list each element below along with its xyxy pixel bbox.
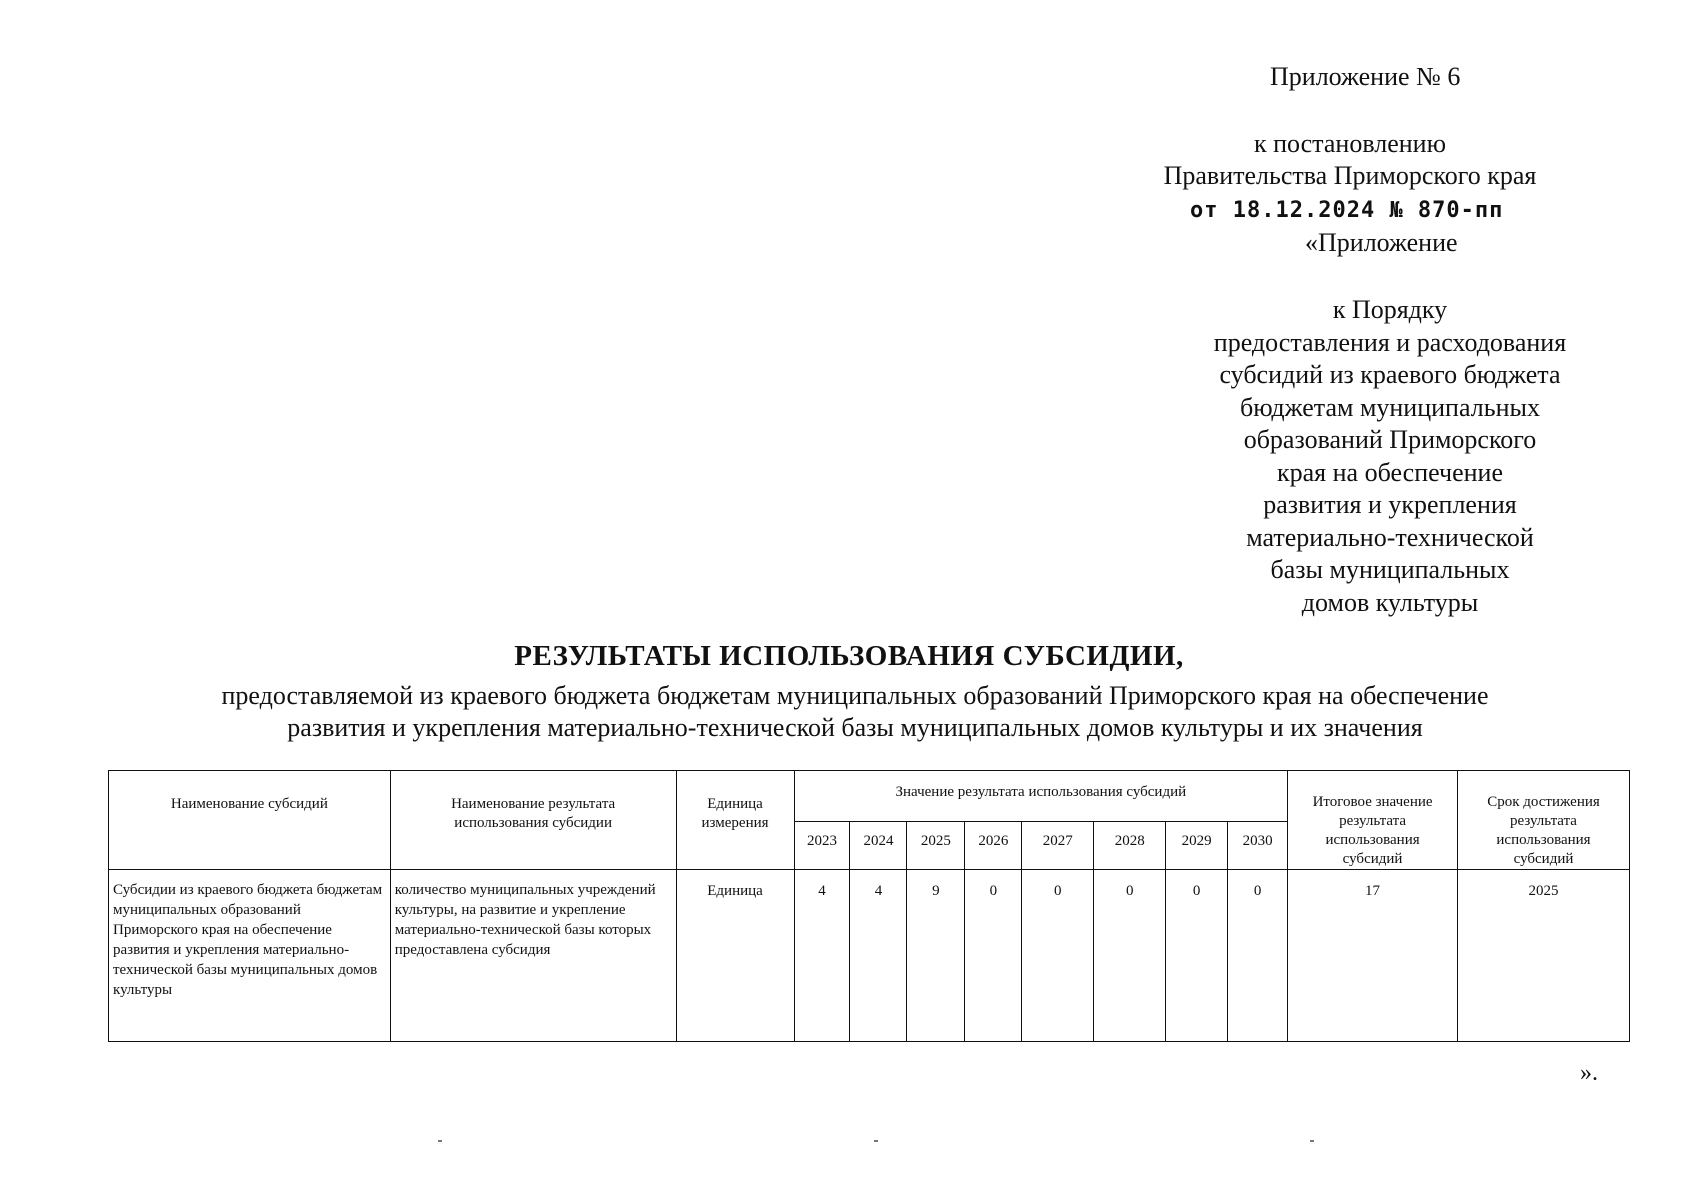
year-header <box>965 821 1022 869</box>
header-result-name-text: Наименование результата использования субсидии <box>451 796 616 831</box>
decree-date-stamp: от 18.12.2024 № 870-пп <box>1190 198 1504 223</box>
cell-value-text: 4 <box>874 883 883 899</box>
cell-value-text: 0 <box>1125 883 1134 899</box>
document-subtitle <box>100 680 1610 744</box>
year-label: 2025 <box>920 832 951 849</box>
order-line: образований Приморского <box>1243 425 1537 454</box>
results-table <box>108 770 1630 1042</box>
order-line: материально-технической <box>1246 522 1534 552</box>
year-header <box>794 821 850 869</box>
header-subsidy-name <box>109 771 391 870</box>
subtitle-line-2: развития и укрепления материально-технической базы муниципальных домов культуры и их значения <box>287 713 1423 742</box>
cell-deadline-text: 2025 <box>1528 883 1559 899</box>
cell-unit <box>676 870 794 1042</box>
year-header <box>850 821 907 869</box>
cell-value <box>1228 870 1288 1042</box>
cell-value <box>1094 870 1166 1042</box>
closing-quote: ». <box>1580 1060 1598 1086</box>
cell-subsidy-name-text: Субсидии из краевого бюджета бюджетам муниципальных образований Приморского края на обеспечение развития и укрепления материально-технической базы муниципальных домов культуры <box>113 882 383 998</box>
header-value-group <box>794 771 1288 822</box>
cell-value <box>850 870 907 1042</box>
cell-value <box>1022 870 1094 1042</box>
cell-value <box>1166 870 1228 1042</box>
cell-value-text: 9 <box>932 883 940 899</box>
decree-reference <box>1130 128 1570 192</box>
year-label: 2023 <box>806 832 837 849</box>
cell-value-text: 0 <box>1192 883 1201 899</box>
year-label: 2028 <box>1114 832 1145 849</box>
header-deadline <box>1458 771 1630 870</box>
header-final-value <box>1288 771 1458 870</box>
cell-final-value <box>1288 870 1458 1042</box>
prilozhenie-label: «Приложение <box>1305 228 1458 257</box>
order-line: к Порядку <box>1332 295 1448 324</box>
year-label: 2030 <box>1242 832 1273 849</box>
year-header <box>1166 821 1228 869</box>
cell-value <box>965 870 1022 1042</box>
year-header <box>1094 821 1166 869</box>
year-header <box>907 821 965 869</box>
cell-unit-text: Единица <box>707 883 763 899</box>
cell-deadline <box>1458 870 1630 1042</box>
cell-result-name-text: количество муниципальных учреждений культуры, на развитие и укрепление материально-технической базы которых предоставлена субсидия <box>394 882 656 958</box>
year-label: 2024 <box>863 832 894 849</box>
order-line: бюджетам муниципальных <box>1240 392 1540 422</box>
appendix-number: Приложение № 6 <box>1270 62 1461 91</box>
header-result-name <box>390 771 676 870</box>
header-value-group-text: Значение результата использования субсидий <box>895 784 1187 800</box>
cell-result-name <box>390 870 676 1042</box>
year-label: 2027 <box>1042 832 1073 849</box>
decree-line-1: к постановлению <box>1253 129 1447 158</box>
header-unit <box>676 771 794 870</box>
header-unit-text: Единица измерения <box>701 796 769 831</box>
year-header <box>1228 821 1288 869</box>
cell-value <box>907 870 965 1042</box>
order-line: базы муниципальных <box>1270 555 1510 584</box>
order-reference <box>1170 294 1610 619</box>
header-deadline-text: Срок достижения результата использования субсидий <box>1487 794 1600 867</box>
cell-subsidy-name <box>109 870 391 1042</box>
document-title: РЕЗУЛЬТАТЫ ИСПОЛЬЗОВАНИЯ СУБСИДИИ, <box>514 640 1184 672</box>
cell-value-text: 4 <box>818 883 826 899</box>
year-label: 2029 <box>1181 832 1212 849</box>
decree-line-2: Правительства Приморского края <box>1163 161 1537 190</box>
header-final-value-text: Итоговое значение результата использования субсидий <box>1312 794 1433 867</box>
header-subsidy-name-text: Наименование субсидий <box>170 796 328 812</box>
scan-artifact <box>438 1140 442 1142</box>
table-row <box>109 870 1630 1042</box>
order-line: развития и укрепления <box>1263 490 1517 519</box>
cell-value-text: 0 <box>989 883 998 899</box>
order-line: края на обеспечение <box>1277 457 1503 487</box>
cell-value-text: 0 <box>1054 883 1062 899</box>
cell-value-text: 0 <box>1253 883 1262 899</box>
year-header <box>1022 821 1094 869</box>
scan-artifact <box>874 1140 878 1142</box>
cell-value <box>794 870 850 1042</box>
year-label: 2026 <box>978 832 1009 849</box>
subtitle-line-1: предоставляемой из краевого бюджета бюджетам муниципальных образований Приморского края на обеспечение <box>221 681 1489 710</box>
order-line: субсидий из краевого бюджета <box>1219 360 1561 389</box>
order-line: предоставления и расходования <box>1213 327 1567 357</box>
order-line: домов культуры <box>1301 587 1479 617</box>
cell-final-value-text: 17 <box>1365 883 1381 899</box>
table-header-row <box>109 771 1630 822</box>
scan-artifact <box>1310 1140 1314 1142</box>
